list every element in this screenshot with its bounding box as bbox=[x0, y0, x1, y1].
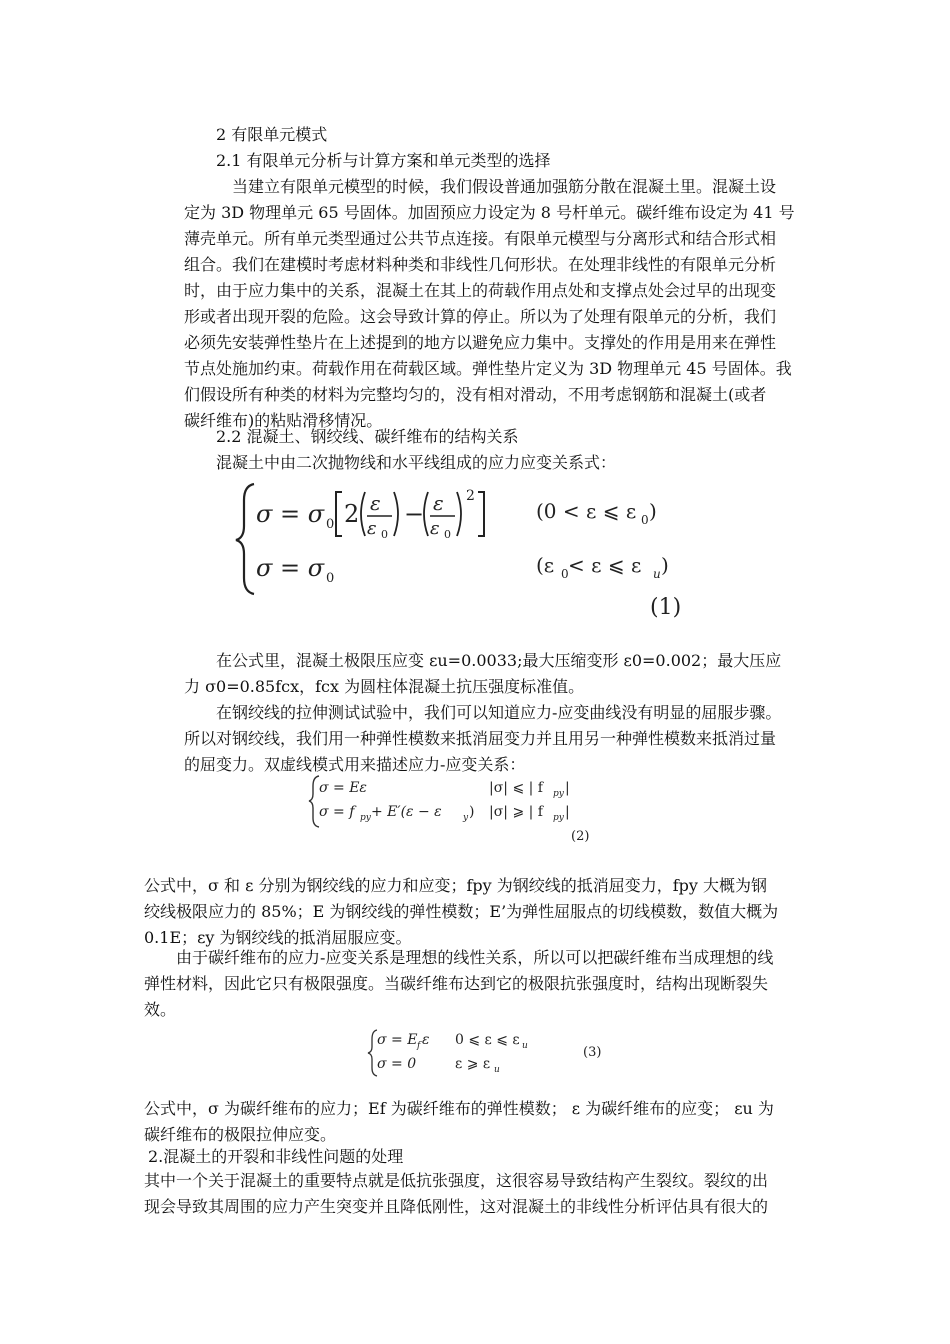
text-line: 薄壳单元。所有单元类型通过公共节点连接。有限单元模型与分离形式和结合形式相 bbox=[184, 229, 777, 248]
svg-text:py: py bbox=[553, 813, 564, 823]
text-line: 所以对钢绞线，我们用一种弹性模数来抵消屈变力并且用另一种弹性模数来抵消过量 bbox=[184, 729, 777, 748]
svg-text:+ E′(ε − ε: + E′(ε − ε bbox=[371, 804, 442, 820]
text-line: 碳纤维布的极限拉伸应变。 bbox=[144, 1125, 337, 1144]
text-line: 其中一个关于混凝土的重要特点就是低抗张强度，这很容易导致结构产生裂纹。裂纹的出 bbox=[144, 1171, 769, 1190]
text-line: 公式中，σ 为碳纤维布的应力；Ef 为碳纤维布的弹性模数； ε 为碳纤维布的应变； εu 为 bbox=[144, 1099, 774, 1118]
text-line: 当建立有限单元模型的时候，我们假设普通加强筋分散在混凝土里。混凝土设 bbox=[232, 177, 777, 196]
equation-1 bbox=[230, 478, 700, 628]
left-brace bbox=[236, 484, 254, 594]
svg-text:f: f bbox=[417, 1041, 421, 1051]
text-line: 们假设所有种类的材料为完整均匀的，没有相对滑动，不用考虑钢筋和混凝土(或者 bbox=[184, 385, 767, 404]
svg-text:): ) bbox=[649, 499, 657, 523]
eq1-row2-cond: (ε bbox=[536, 553, 555, 577]
eq1-row1-cond: (0 < ε ⩽ ε bbox=[536, 499, 637, 523]
svg-text:2: 2 bbox=[344, 500, 360, 528]
svg-text:0: 0 bbox=[381, 528, 388, 541]
svg-text:ε: ε bbox=[430, 518, 440, 539]
eq1-number: (1) bbox=[650, 595, 682, 620]
eq2-row1-cond: |σ| ⩽ | f bbox=[489, 780, 543, 796]
text-line: 必须先安装弹性垫片在上述提到的地方以避免应力集中。支撑处的作用是用来在弹性 bbox=[184, 333, 777, 352]
text-line: 绞线极限应力的 85%；E 为钢绞线的弹性模数；E’为弹性屈服点的切线模数，数值大概为 bbox=[144, 902, 779, 921]
equation-2 bbox=[305, 772, 625, 856]
text-line: 形或者出现开裂的危险。这会导致计算的停止。所以为了处理有限单元的分析，我们 bbox=[184, 307, 777, 326]
subsection-heading-2-3: 2.混凝土的开裂和非线性问题的处理 bbox=[148, 1147, 404, 1166]
svg-text:u: u bbox=[653, 567, 661, 581]
svg-text:0: 0 bbox=[561, 567, 569, 581]
eq2-row2-lhs: σ = f bbox=[319, 804, 355, 820]
subsection-heading-2-2: 2.2 混凝土、钢绞线、碳纤维布的结构关系 bbox=[216, 427, 519, 446]
svg-text:ε: ε bbox=[422, 1032, 430, 1048]
eq3-row2-lhs: σ = 0 bbox=[377, 1056, 417, 1072]
eq3-number: (3) bbox=[583, 1045, 602, 1060]
text-line: 0.1E；εy 为钢绞线的抵消屈服应变。 bbox=[144, 928, 412, 947]
text-line: 的屈变力。双虚线模式用来描述应力-应变关系： bbox=[184, 755, 526, 774]
text-line: 由于碳纤维布的应力-应变关系是理想的线性关系，所以可以把碳纤维布当成理想的线 bbox=[176, 948, 774, 967]
svg-text:0: 0 bbox=[326, 571, 335, 586]
svg-text:u: u bbox=[522, 1041, 528, 1051]
eq3-row1-lhs: σ = E bbox=[377, 1032, 418, 1048]
eq3-row2-cond: ε ⩾ ε bbox=[455, 1056, 491, 1072]
subsection-heading-2-1: 2.1 有限单元分析与计算方案和单元类型的选择 bbox=[216, 151, 551, 170]
svg-text:|: | bbox=[565, 804, 570, 820]
equation-3 bbox=[365, 1026, 625, 1082]
text-line: 定为 3D 物理单元 65 号固体。加固预应力设定为 8 号杆单元。碳纤维布设定为 41 号 bbox=[184, 203, 795, 222]
eq3-row1-cond: 0 ⩽ ε ⩽ ε bbox=[455, 1032, 520, 1048]
svg-text:u: u bbox=[494, 1065, 500, 1075]
svg-text:ε: ε bbox=[433, 491, 444, 515]
svg-text:< ε ⩽ ε: < ε ⩽ ε bbox=[568, 553, 642, 577]
svg-text:−: − bbox=[404, 500, 425, 528]
text-line: 节点处施加约束。荷载作用在荷载区域。弹性垫片定义为 3D 物理单元 45 号固体。我 bbox=[184, 359, 792, 378]
eq1-row1-lhs: σ = σ bbox=[256, 500, 325, 528]
text-line: 弹性材料，因此它只有极限强度。当碳纤维布达到它的极限抗张强度时，结构出现断裂失 bbox=[144, 974, 769, 993]
text-line: 组合。我们在建模时考虑材料种类和非线性几何形状。在处理非线性的有限单元分析 bbox=[184, 255, 777, 274]
text-line: 时，由于应力集中的关系，混凝土在其上的荷载作用点处和支撑点处会过早的出现变 bbox=[184, 281, 777, 300]
text-line: 在钢绞线的拉伸测试试验中，我们可以知道应力-应变曲线没有明显的屈服步骤。 bbox=[216, 703, 782, 722]
text-line: 公式中，σ 和 ε 分别为钢绞线的应力和应变；fpy 为钢绞线的抵消屈变力，fpy 大概为钢 bbox=[144, 876, 768, 895]
text-line: 现会导致其周围的应力产生突变并且降低刚性，这对混凝土的非线性分析评估具有很大的 bbox=[144, 1197, 769, 1216]
text-line: 效。 bbox=[144, 1000, 177, 1019]
text-line: 碳纤维布)的粘贴滑移情况。 bbox=[184, 411, 383, 430]
eq1-row2-lhs: σ = σ bbox=[256, 554, 325, 582]
svg-text:): ) bbox=[469, 804, 475, 820]
svg-text:2: 2 bbox=[466, 488, 475, 504]
svg-text:py: py bbox=[553, 789, 564, 799]
svg-text:ε: ε bbox=[367, 518, 377, 539]
eq2-row1-lhs: σ = Eε bbox=[319, 780, 367, 796]
eq2-row2-cond: |σ| ⩾ | f bbox=[489, 804, 543, 820]
text-line: 力 σ0=0.85fcx，fcx 为圆柱体混凝土抗压强度标准值。 bbox=[184, 677, 585, 696]
text-line: 混凝土中由二次抛物线和水平线组成的应力应变关系式： bbox=[216, 453, 617, 472]
svg-text:py: py bbox=[360, 813, 371, 823]
svg-text:0: 0 bbox=[444, 528, 451, 541]
svg-text:|: | bbox=[565, 780, 570, 796]
svg-text:y: y bbox=[463, 813, 469, 823]
svg-text:0: 0 bbox=[641, 513, 649, 527]
section-heading: 2 有限单元模式 bbox=[216, 125, 328, 144]
eq1-sub: 0 bbox=[326, 517, 335, 532]
text-line: 在公式里，混凝土极限压应变 εu=0.0033;最大压缩变形 ε0=0.002；最大压应 bbox=[216, 651, 782, 670]
svg-text:ε: ε bbox=[370, 491, 381, 515]
svg-text:): ) bbox=[661, 553, 669, 577]
eq2-number: (2) bbox=[571, 829, 590, 844]
